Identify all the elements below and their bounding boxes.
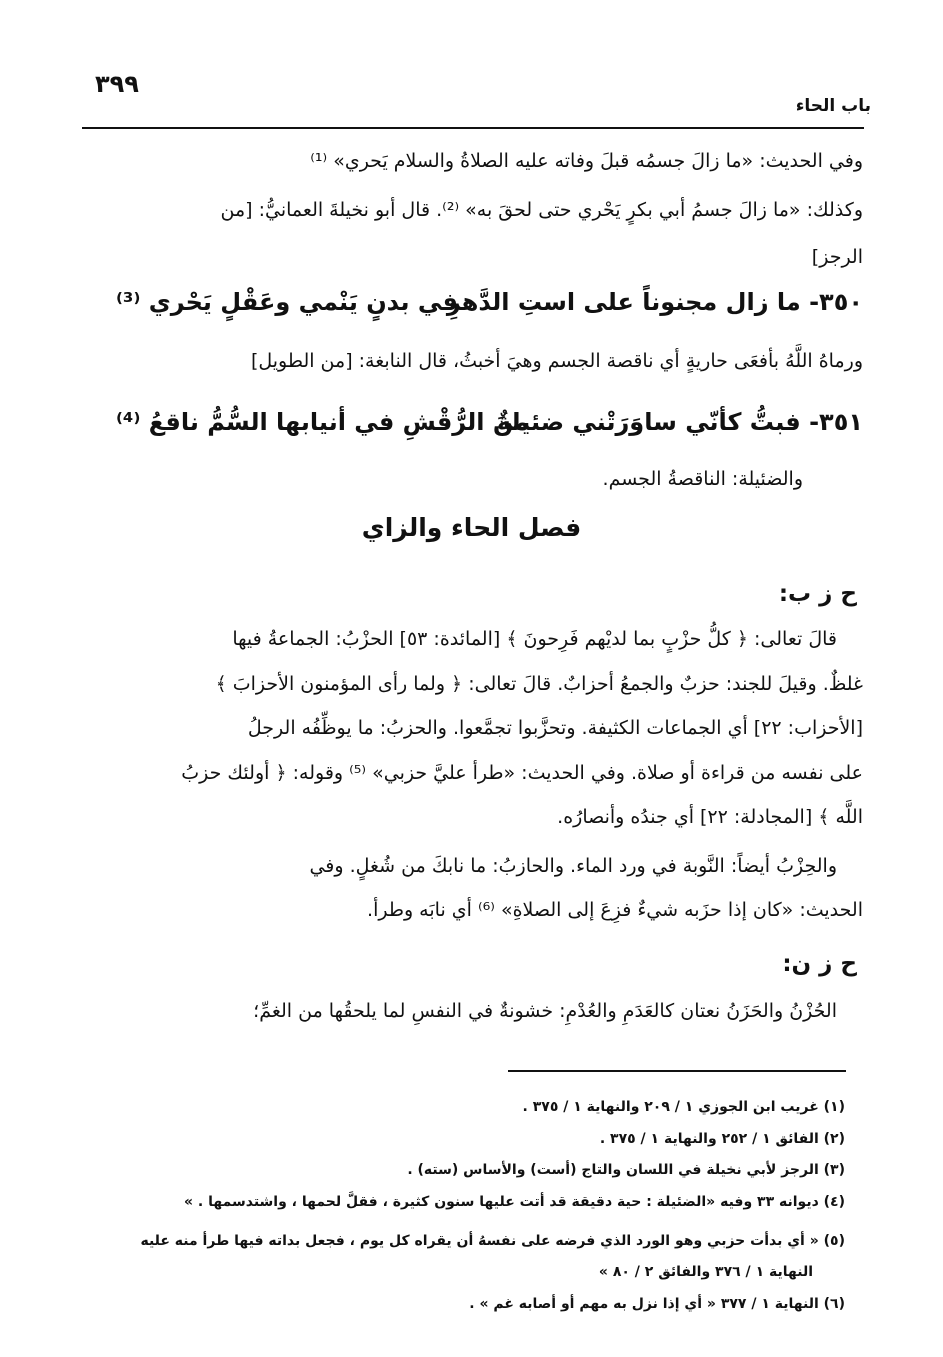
footnote-3: (٣) الرجز لأبي نخيلة في اللسان والتاج (أست) والأساس (سته) . bbox=[407, 1162, 845, 1178]
footnote-rule bbox=[508, 1070, 846, 1072]
footnote-6: (٦) النهاية ١ / ٣٧٧ « أي إذا نزل به مهم أو أصابه غم » . bbox=[469, 1296, 845, 1312]
verse-350-first-hemistich: ٣٥٠- ما زال مجنوناً على استِ الدَّهرِ bbox=[446, 288, 863, 316]
text-line: والحِزْبُ أيضاً: النَّوبة في ورد الماء. والحازبُ: ما نابكَ من شُغلٍ. وفي bbox=[309, 855, 837, 877]
footnote-5: (٥) « أي بدأت حزبي وهو الورد الذي فرضه على نفسهُ أن يقراه كل يوم ، فجعل بداته فيها طرأ منه عليه bbox=[140, 1233, 845, 1249]
header-rule bbox=[82, 127, 864, 129]
footnote-4: (٤) ديوانه ٣٣ وفيه «الضئيلة : حية دقيقة قد أتت عليها سنون كثيرة ، فقلَّ لحمها ، واشتدسمها . » bbox=[183, 1194, 845, 1210]
text-line: الحديث: «كان إذا حزَبه شيءٌ فزِعَ إلى الصلاةِ» ⁽⁶⁾ أي نابَه وطرأ. bbox=[367, 899, 863, 921]
text-line: على نفسه من قراءة أو صلاة. وفي الحديث: «طرأ عليَّ حزبي» ⁽⁵⁾ وقوله: ﴿ أولئك حزبُ bbox=[181, 762, 863, 784]
text-line: غلظٌ. وقيلَ للجند: حزبٌ والجمعُ أحزابٌ. قالَ تعالى: ﴿ ولما رأى المؤمنون الأحزابَ ﴾ bbox=[215, 673, 863, 695]
footnote-2: (٢) الفائق ١ / ٢٥٢ والنهاية ١ / ٣٧٥ . bbox=[599, 1131, 845, 1147]
footnote-1: (١) غريب ابن الجوزي ١ / ٢٠٩ والنهاية ١ / ٣٧٥ . bbox=[522, 1099, 845, 1115]
text-line: اللَّه ﴾ [المجادلة: ٢٢] أي جندُه وأنصارُه. bbox=[557, 806, 863, 828]
text-line: وفي الحديث: «ما زالَ جسمُه قبلَ وفاته عليه الصلاةُ والسلام يَحري» ⁽¹⁾ bbox=[310, 150, 863, 172]
verse-351-second-hemistich: منَ الرُّقْشِ في أنيابها السُّمُّ ناقعُ ⁽⁴⁾ bbox=[116, 408, 530, 436]
footnote-5-continued: النهاية ١ / ٣٧٦ والفائق ٢ / ٨٠ » bbox=[598, 1264, 813, 1280]
text-line: قالَ تعالى: ﴿ كلُّ حزْبٍ بما لديْهم فَرِحونَ ﴾ [المائدة: ٥٣] الحزْبُ: الجماعةُ فيها bbox=[232, 628, 837, 650]
root-heading-hzb: ح ز ب: bbox=[778, 581, 857, 607]
verse-351-first-hemistich: ٣٥١- فبتُّ كأنّي ساوَرَتْني ضئيلةٌ bbox=[496, 408, 863, 436]
text-line: [الأحزاب: ٢٢] أي الجماعات الكثيفة. وتحزَّبوا تجمَّعوا. والحزبُ: ما يوظِّفُه الرجلُ bbox=[247, 717, 863, 739]
verse-350-second-hemistich: في بدنٍ يَنْمي وعَقْلٍ يَحْري ⁽³⁾ bbox=[116, 288, 458, 316]
text-line: الحُزْنُ والحَزَنُ نعتان كالعَدَمِ والعُدْمِ: خشونةٌ في النفسِ لما يلحقُها من الغمِّ؛ bbox=[253, 1000, 837, 1022]
section-title: فصل الحاء والزاي bbox=[361, 513, 582, 542]
page-number: ٣٩٩ bbox=[95, 70, 139, 98]
text-line: الرجز] bbox=[811, 246, 863, 268]
text-line: وكذلك: «ما زالَ جسمُ أبي بكرٍ يَحْري حتى لحقَ به» ⁽²⁾. قال أبو نخيلةَ العمانيُّ: [من bbox=[220, 199, 863, 221]
text-line: والضئيلة: الناقصةُ الجسم. bbox=[602, 468, 803, 490]
root-heading-hzn: ح ز ن: bbox=[782, 951, 857, 977]
running-head: باب الحاء bbox=[795, 96, 871, 116]
text-line: ورماهُ اللَّهُ بأفعَى حاريةٍ أي ناقصة الجسم وهيَ أخبثُ، قال النابغة: [من الطويل] bbox=[250, 350, 863, 372]
